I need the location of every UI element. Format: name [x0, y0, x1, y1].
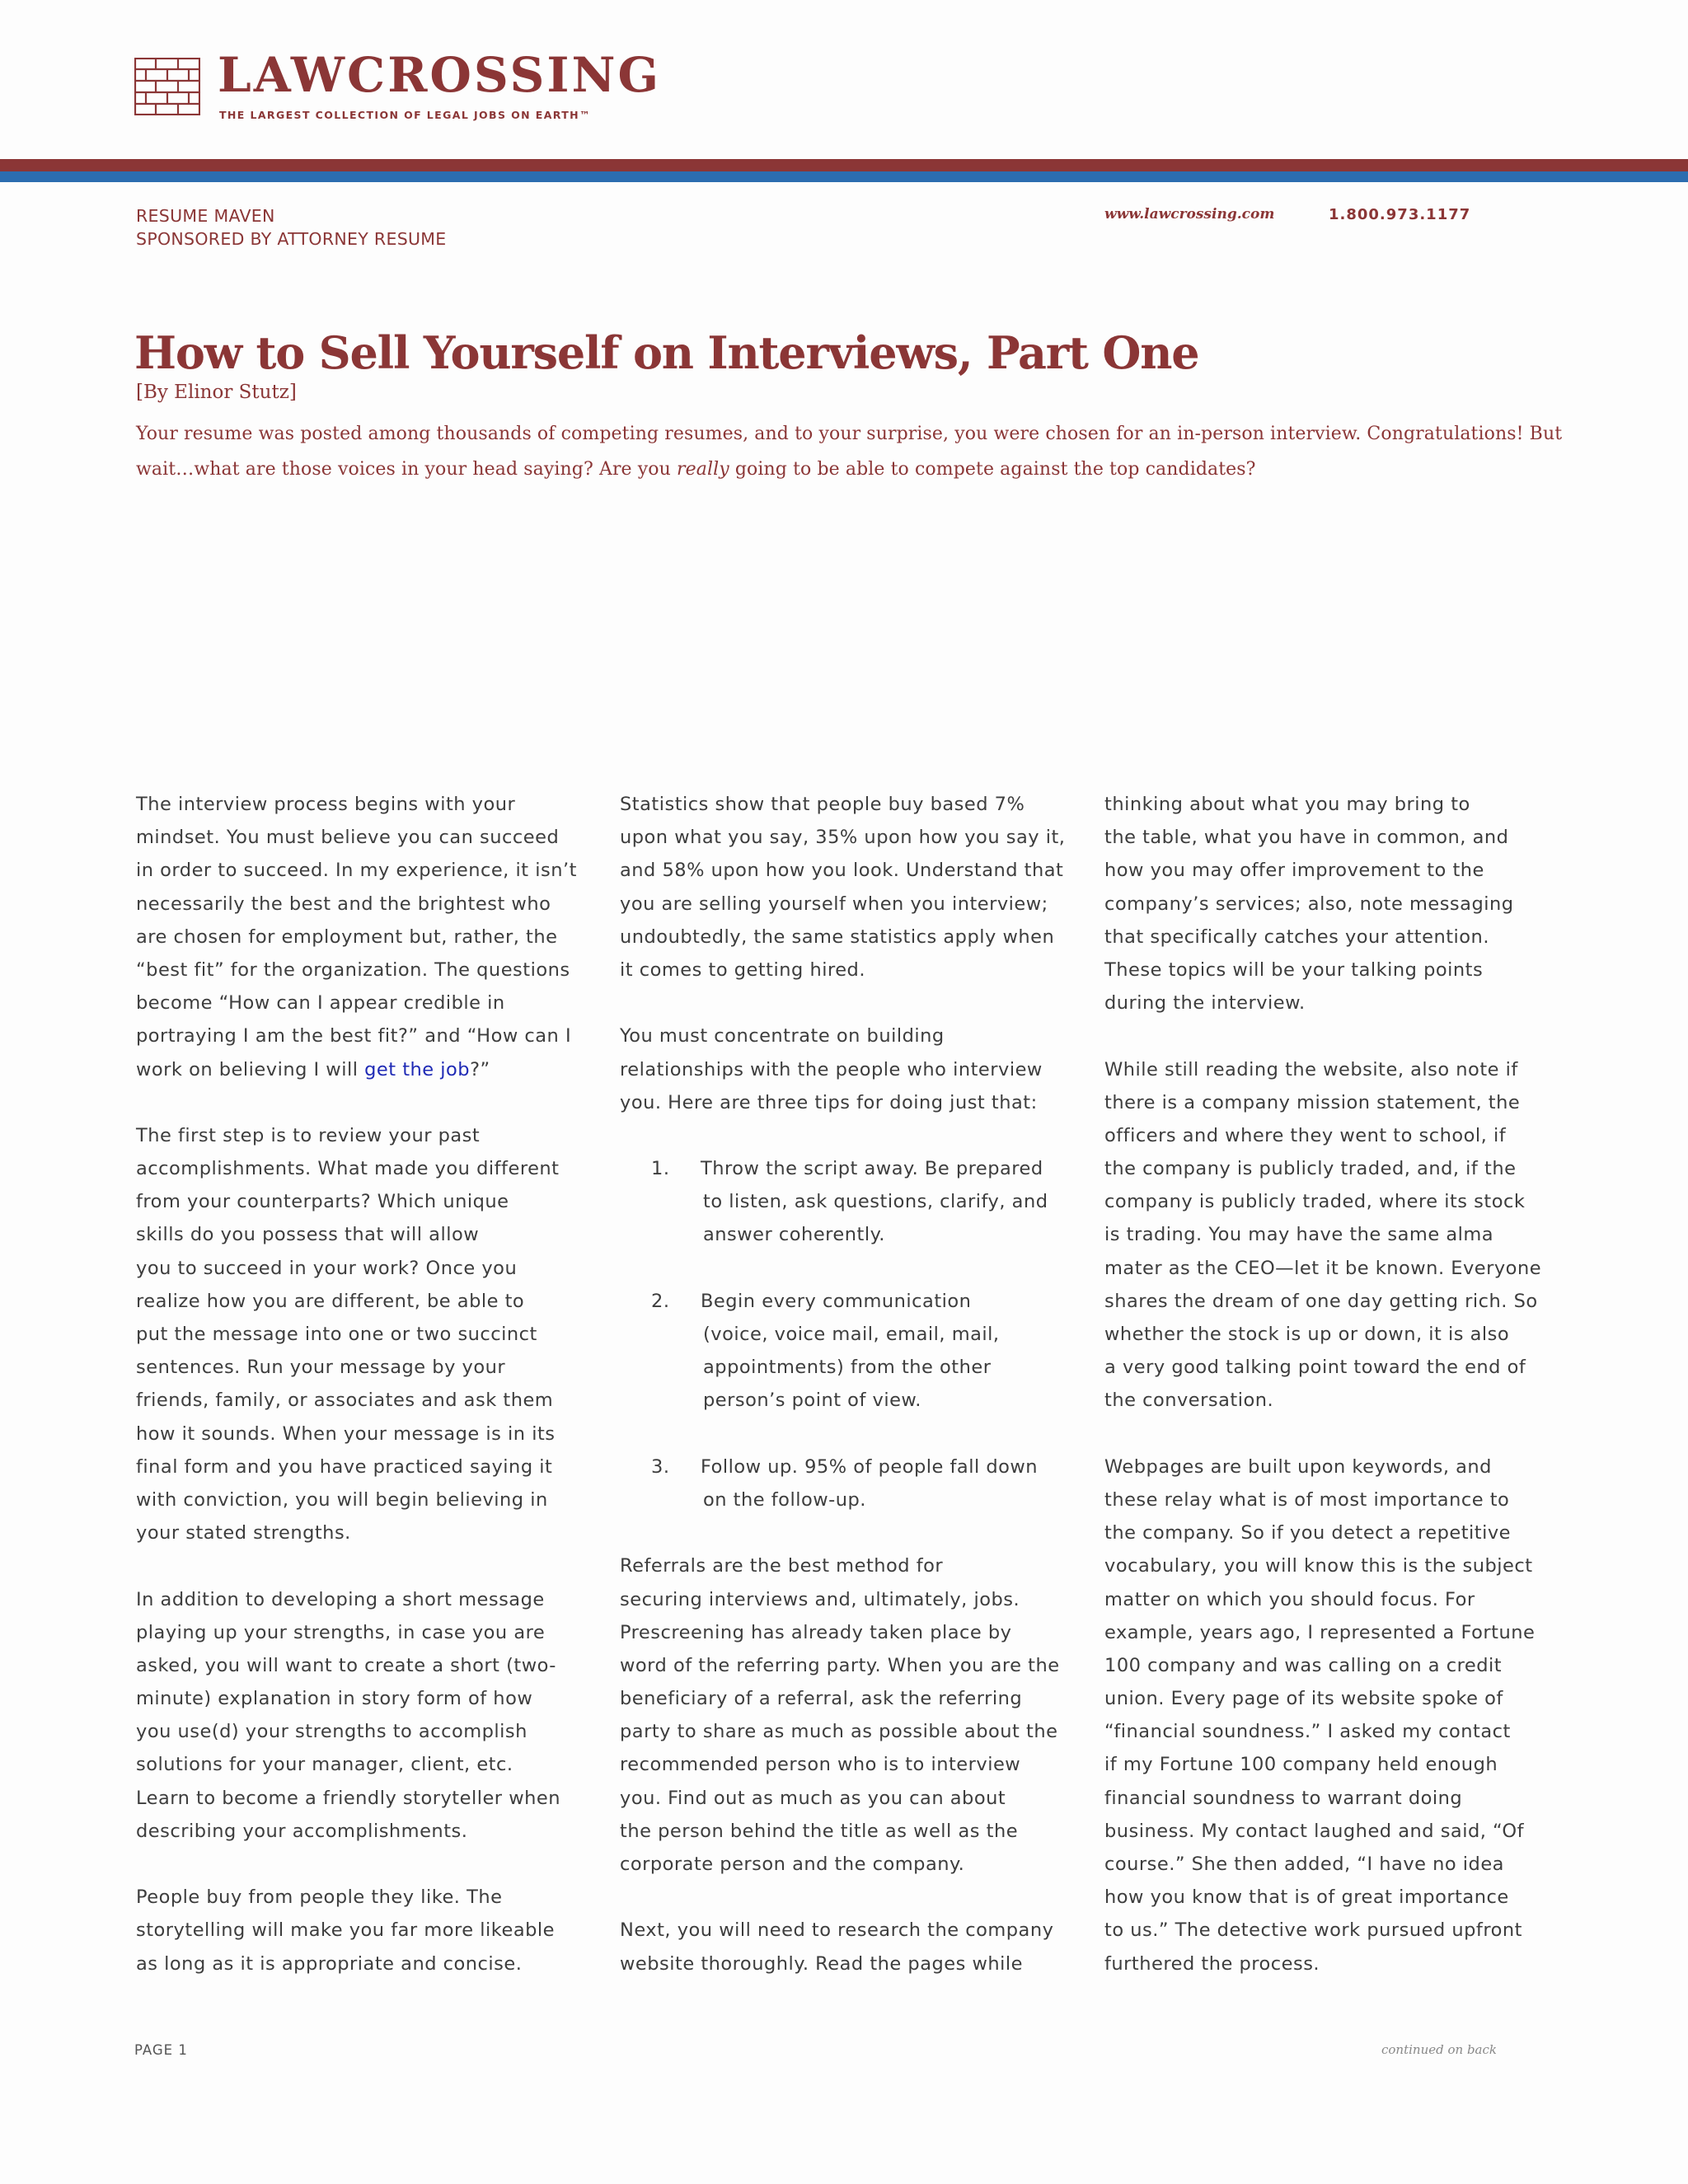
text-line: the company is publicly traded, and, if the: [1104, 1158, 1517, 1180]
text-line: the conversation.: [1104, 1390, 1274, 1412]
text-line: work on believing I will get the job?”: [136, 1058, 490, 1080]
column-2: [620, 788, 1065, 1980]
paragraph-gap: [136, 1549, 581, 1582]
section-sponsor: SPONSORED BY ATTORNEY RESUME: [136, 229, 447, 249]
text-line: portraying I am the best fit?” and “How can I: [136, 1025, 572, 1047]
text-line: final form and you have practiced saying it: [136, 1455, 553, 1478]
text-line: skills do you possess that will allow: [136, 1224, 480, 1246]
text-line: it comes to getting hired.: [620, 958, 865, 981]
text-line: undoubtedly, the same statistics apply when: [620, 926, 1055, 948]
text-line: Prescreening has already taken place by: [620, 1621, 1012, 1643]
text-line: if my Fortune 100 company held enough: [1104, 1754, 1498, 1776]
text-line: you. Find out as much as you can about: [620, 1787, 1006, 1809]
text-line: you. Here are three tips for doing just that:: [620, 1091, 1038, 1113]
article-intro: Your resume was posted among thousands of competing resumes, and to your surprise, you were chosen for an in-person interview. Congratulations! But wait…what are those voices in your head saying? Are you really going to be able to compete against the top candidates?: [136, 424, 1563, 480]
text-line: thinking about what you may bring to: [1104, 794, 1470, 815]
text-line: storytelling will make you far more likeable: [136, 1919, 556, 1942]
text-line: financial soundness to warrant doing: [1104, 1787, 1463, 1809]
text-line: Next, you will need to research the company: [620, 1919, 1054, 1942]
text-line: recommended person who is to interview: [620, 1754, 1021, 1776]
text-line: sentences. Run your message by your: [136, 1357, 506, 1379]
section-name: RESUME MAVEN: [136, 206, 275, 226]
text-line: securing interviews and, ultimately, jobs.: [620, 1588, 1020, 1610]
text-line: put the message into one or two succinct: [136, 1324, 537, 1345]
text-line: mindset. You must believe you can succeed: [136, 827, 560, 849]
paragraph-gap: [1104, 1019, 1550, 1052]
text-line: there is a company mission statement, the: [1104, 1091, 1521, 1113]
tip-line: to listen, ask questions, clarify, and: [703, 1191, 1048, 1213]
text-line: union. Every page of its website spoke of: [1104, 1688, 1503, 1710]
column-1: [136, 788, 581, 1980]
text-line: describing your accomplishments.: [136, 1820, 468, 1842]
tip-line: person’s point of view.: [703, 1390, 921, 1412]
text-line: solutions for your manager, client, etc.: [136, 1754, 513, 1776]
article-title: How to Sell Yourself on Interviews, Part One: [134, 326, 1199, 379]
text-line: upon what you say, 35% upon how you say it,: [620, 827, 1066, 849]
paragraph-gap: [620, 1516, 1065, 1549]
text-line: during the interview.: [1104, 992, 1306, 1015]
text-line: accomplishments. What made you different: [136, 1158, 560, 1180]
tip-number: 2.: [651, 1290, 670, 1312]
tip-line: (voice, voice mail, email, mail,: [703, 1324, 1000, 1345]
paragraph-gap: [620, 1252, 1065, 1285]
tip-line: appointments) from the other: [703, 1357, 992, 1379]
text-line: company’s services; also, note messaging: [1104, 893, 1514, 915]
text-line: are chosen for employment but, rather, the: [136, 926, 558, 948]
text-line: your stated strengths.: [136, 1522, 351, 1544]
text-line: Learn to become a friendly storyteller when: [136, 1787, 560, 1809]
text-line: company is publicly traded, where its stock: [1104, 1191, 1526, 1213]
paragraph-gap: [136, 1848, 581, 1881]
brand-tagline: THE LARGEST COLLECTION OF LEGAL JOBS ON EARTH™: [219, 109, 591, 121]
text-line: you are selling yourself when you interview;: [620, 893, 1048, 915]
text-line: beneficiary of a referral, ask the referring: [620, 1688, 1023, 1710]
text-line: is trading. You may have the same alma: [1104, 1224, 1494, 1246]
header-divider-red: [0, 159, 1688, 171]
text-line: minute) explanation in story form of how: [136, 1688, 533, 1710]
paragraph-gap: [620, 987, 1065, 1019]
text-line: The interview process begins with your: [136, 794, 516, 815]
text-line: asked, you will want to create a short (two-: [136, 1654, 556, 1676]
article-byline: [By Elinor Stutz]: [136, 382, 297, 403]
text-line: While still reading the website, also note if: [1104, 1058, 1518, 1080]
tip-line: 3. Follow up. 95% of people fall down: [620, 1451, 1065, 1483]
text-line: whether the stock is up or down, it is also: [1104, 1324, 1510, 1345]
text-line: Statistics show that people buy based 7%: [620, 794, 1025, 815]
text-line: People buy from people they like. The: [136, 1886, 503, 1909]
text-line: You must concentrate on building: [620, 1025, 945, 1047]
text-line: In addition to developing a short message: [136, 1588, 545, 1610]
tip-line: 1. Throw the script away. Be prepared: [620, 1152, 1065, 1185]
tip-number: 1.: [651, 1158, 670, 1180]
text-line: friends, family, or associates and ask them: [136, 1390, 554, 1412]
text-line: party to share as much as possible about the: [620, 1721, 1058, 1743]
text-line: shares the dream of one day getting rich. So: [1104, 1290, 1538, 1312]
paragraph-gap: [620, 1119, 1065, 1152]
page-number: PAGE 1: [134, 2042, 188, 2058]
text-line: these relay what is of most importance to: [1104, 1488, 1510, 1511]
text-line: how you know that is of great importance: [1104, 1886, 1509, 1909]
text-line: and 58% upon how you look. Understand that: [620, 860, 1064, 882]
paragraph-gap: [620, 1881, 1065, 1914]
website-link[interactable]: www.lawcrossing.com: [1104, 206, 1275, 223]
text-line: how you may offer improvement to the: [1104, 860, 1484, 882]
text-line: course.” She then added, “I have no idea: [1104, 1854, 1504, 1875]
text-line: with conviction, you will begin believing in: [136, 1488, 548, 1511]
lawcrossing-logo-icon: [134, 58, 200, 115]
text-line: in order to succeed. In my experience, it isn’t: [136, 860, 577, 882]
continued-note: continued on back: [1381, 2042, 1497, 2057]
paragraph-gap: [136, 1086, 581, 1119]
text-line: The first step is to review your past: [136, 1124, 481, 1146]
text-line: the company. So if you detect a repetitive: [1104, 1522, 1511, 1544]
text-line: playing up your strengths, in case you are: [136, 1621, 546, 1643]
text-line: furthered the process.: [1104, 1952, 1320, 1975]
text-line: example, years ago, I represented a Fortune: [1104, 1621, 1536, 1643]
text-line: vocabulary, you will know this is the subject: [1104, 1555, 1533, 1577]
text-line: realize how you are different, be able to: [136, 1290, 525, 1312]
tip-line: answer coherently.: [703, 1224, 885, 1246]
text-line: 100 company and was calling on a credit: [1104, 1654, 1503, 1676]
text-line: Webpages are built upon keywords, and: [1104, 1455, 1492, 1478]
text-line: Referrals are the best method for: [620, 1555, 944, 1577]
text-line: from your counterparts? Which unique: [136, 1191, 509, 1213]
text-line: matter on which you should focus. For: [1104, 1588, 1475, 1610]
column-3: [1104, 788, 1550, 1980]
text-line: that specifically catches your attention.: [1104, 926, 1489, 948]
text-line: the table, what you have in common, and: [1104, 827, 1509, 849]
phone-number: 1.800.973.1177: [1329, 206, 1471, 223]
paragraph-gap: [620, 1418, 1065, 1451]
text-line: officers and where they went to school, if: [1104, 1124, 1507, 1146]
text-line: you to succeed in your work? Once you: [136, 1257, 518, 1279]
tip-line: 2. Begin every communication: [620, 1285, 1065, 1318]
text-line: mater as the CEO—let it be known. Everyone: [1104, 1257, 1542, 1279]
text-line: become “How can I appear credible in: [136, 992, 505, 1015]
get-the-job-link[interactable]: get the job: [364, 1058, 471, 1080]
header-divider-blue: [0, 171, 1688, 182]
text-line: how it sounds. When your message is in its: [136, 1422, 556, 1445]
brand-name: LAWCROSSING: [218, 47, 662, 103]
tip-number: 3.: [651, 1455, 670, 1478]
text-line: as long as it is appropriate and concise.: [136, 1952, 523, 1975]
text-line: a very good talking point toward the end of: [1104, 1357, 1526, 1379]
text-line: necessarily the best and the brightest who: [136, 893, 551, 915]
text-line: business. My contact laughed and said, “Of: [1104, 1820, 1525, 1842]
text-line: the person behind the title as well as the: [620, 1820, 1019, 1842]
text-line: “financial soundness.” I asked my contact: [1104, 1721, 1511, 1743]
text-line: These topics will be your talking points: [1104, 958, 1484, 981]
intro-emphasis: really: [677, 459, 729, 480]
text-line: to us.” The detective work pursued upfront: [1104, 1919, 1522, 1942]
text-line: “best fit” for the organization. The questions: [136, 958, 570, 981]
text-line: relationships with the people who interview: [620, 1058, 1043, 1080]
text-line: website thoroughly. Read the pages while: [620, 1952, 1023, 1975]
text-line: word of the referring party. When you are the: [620, 1654, 1060, 1676]
text-line: you use(d) your strengths to accomplish: [136, 1721, 528, 1743]
tip-line: on the follow-up.: [703, 1488, 866, 1511]
paragraph-gap: [1104, 1418, 1550, 1451]
text-line: corporate person and the company.: [620, 1854, 965, 1875]
